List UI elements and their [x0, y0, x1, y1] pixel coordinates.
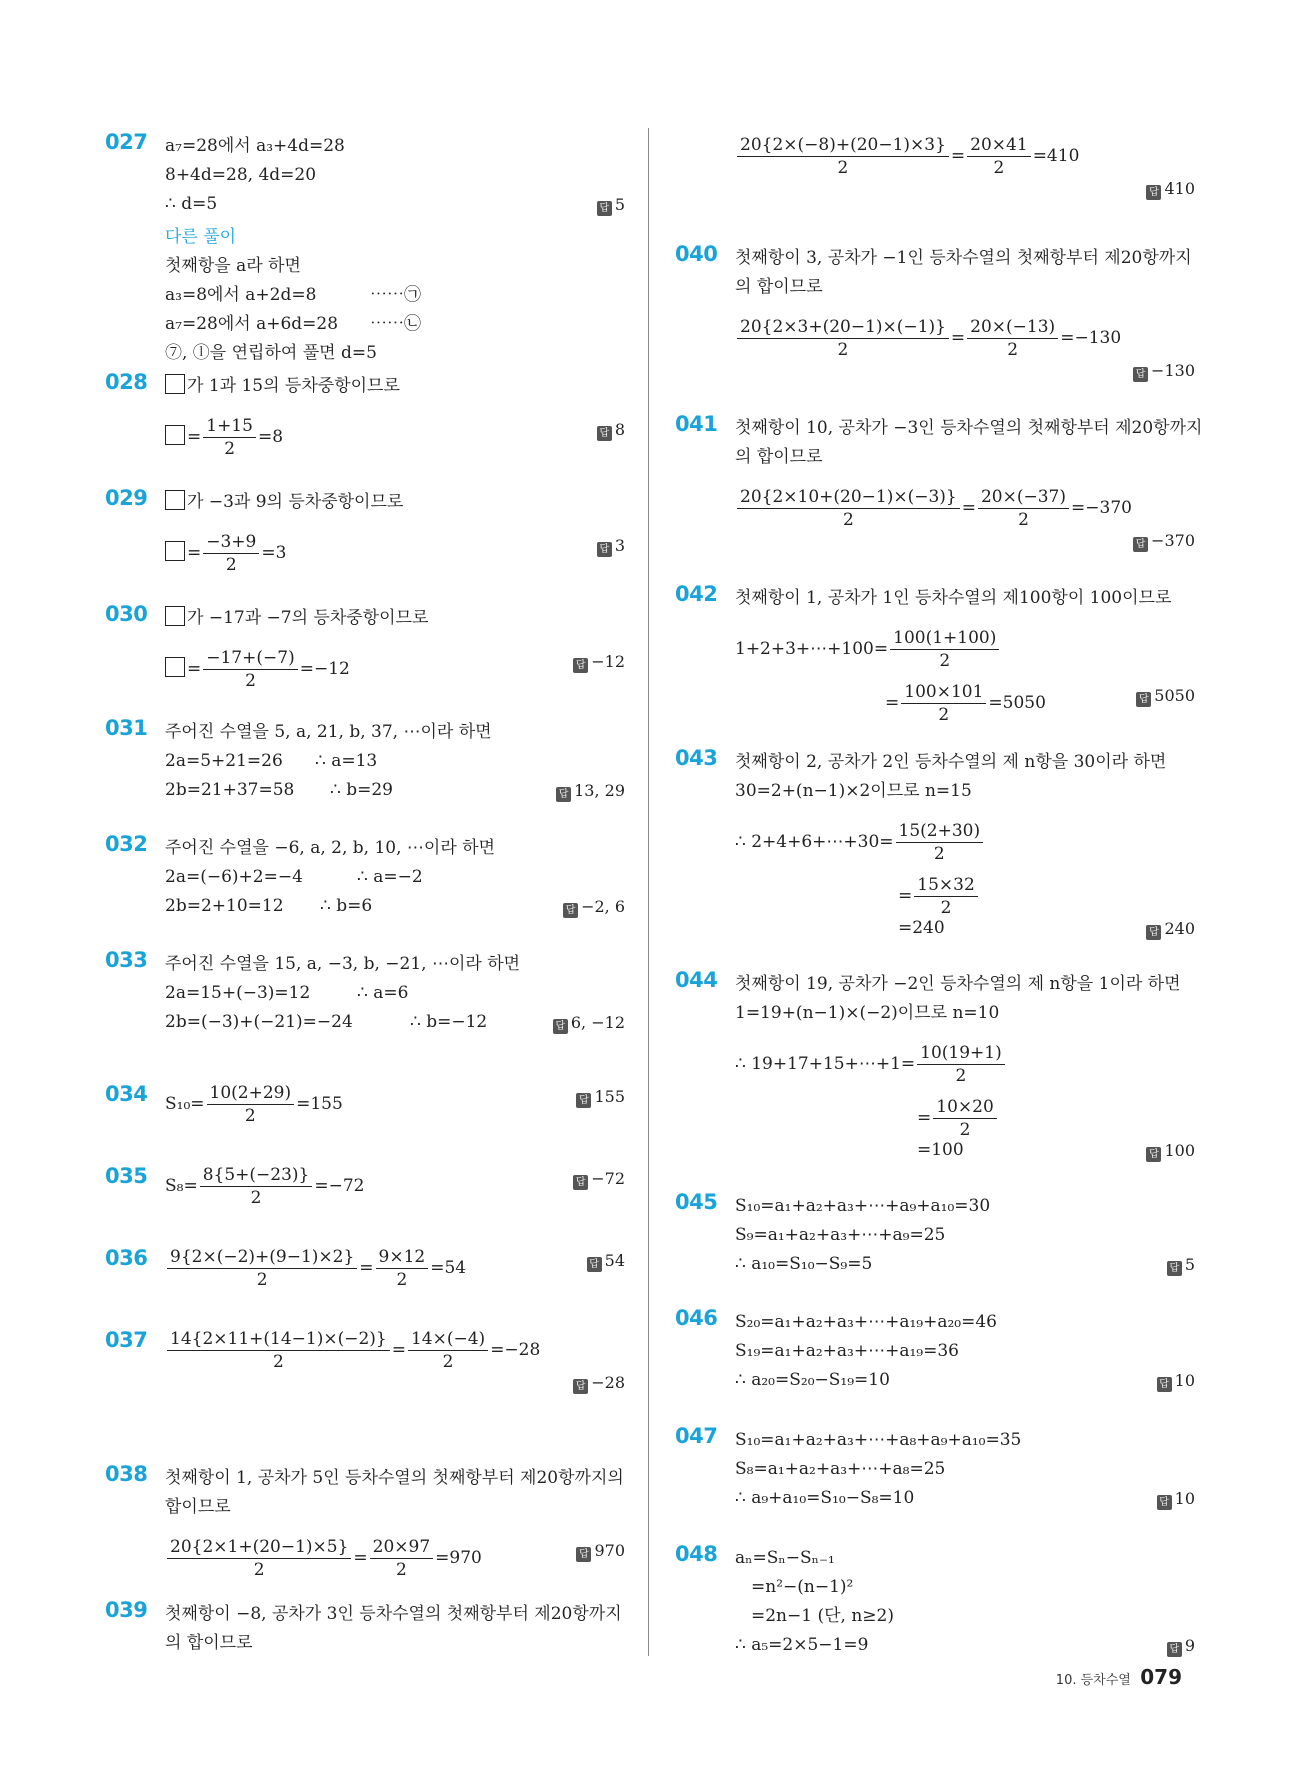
solution-line: ∴ d=5: [165, 194, 218, 214]
problem-number: 029: [105, 486, 148, 510]
equation: $\frac{14\{2\times 11+(14-1)\times(-2)\}}{2}$ = $\frac{14\times(-4)}{2}$ =−28: [165, 1328, 540, 1373]
problem-number: 038: [105, 1462, 148, 1486]
equation: = $\frac{100\times 101}{2}$ =5050: [885, 682, 1046, 725]
answer-badge: 답: [597, 201, 612, 216]
blank-box: [165, 374, 185, 394]
problem-number: 034: [105, 1082, 148, 1106]
answer: 답 −72: [573, 1164, 625, 1193]
chapter-label: 10. 등차수열: [1055, 1673, 1131, 1688]
answer: 답 410: [735, 174, 1195, 203]
answer: 답 6, −12: [553, 1008, 625, 1037]
answer: 답 10: [1157, 1366, 1195, 1395]
equation: $\frac{20\{2\times 3+(20-1)\times(-1)\}}{2}$ = $\frac{20\times(-13)}{2}$ =−130: [735, 316, 1121, 361]
equation: ∴ 2+4+6+⋯+30= $\frac{15(2+30)}{2}$: [735, 820, 985, 865]
equation: = $\frac{-17+(-7)}{2}$ =−12: [165, 647, 350, 692]
problem-number: 045: [675, 1190, 718, 1214]
solution-line: a₇=28에서 a₃+4d=28: [165, 136, 345, 156]
solution-line: 8+4d=28, 4d=20: [165, 165, 317, 185]
solution-line: 합이므로: [165, 1497, 231, 1517]
problem-number: 035: [105, 1164, 148, 1188]
page-number: 079: [1140, 1665, 1182, 1689]
equation: S₈= $\frac{8\{5+(-23)\}}{2}$ =−72: [165, 1165, 365, 1208]
answer: 답 13, 29: [556, 776, 625, 805]
solution-line: 의 합이므로: [165, 1633, 253, 1653]
solution-line: 첫째항을 a라 하면: [165, 256, 301, 276]
equation: $\frac{20\{2\times 10+(20-1)\times(-3)\}}{2}$ = $\frac{20\times(-37)}{2}$ =−370: [735, 486, 1132, 531]
equation: = $\frac{1+15}{2}$ =8: [165, 415, 283, 460]
answer: 답 5050: [1136, 681, 1195, 710]
answer: 답 8: [597, 415, 625, 444]
answer: 답 9: [1167, 1631, 1195, 1660]
equation: $\frac{20\{2\times(-8)+(20-1)\times 3\}}{2}$ = $\frac{20\times 41}{2}$ =410: [735, 134, 1079, 179]
answer: 답 −28: [165, 1368, 625, 1397]
problem-number: 042: [675, 582, 718, 606]
problem-number: 040: [675, 242, 718, 266]
solution-line: 가 −17과 −7의 등차중항이므로: [187, 608, 429, 628]
problem-number: 032: [105, 832, 148, 856]
equation: ∴ 19+17+15+⋯+1= $\frac{10(19+1)}{2}$: [735, 1042, 1007, 1087]
equation: 1+2+3+⋯+100= $\frac{100(1+100)}{2}$: [735, 627, 1001, 672]
answer: 답 −370: [735, 526, 1195, 555]
blank-box: [165, 606, 185, 626]
fraction: $\frac{-3+9}{2}$: [203, 531, 259, 576]
answer: 답 54: [587, 1246, 625, 1275]
answer: 답 3: [597, 531, 625, 560]
answer: 답 10: [1157, 1484, 1195, 1513]
problem-number: 047: [675, 1424, 718, 1448]
column-divider: [648, 128, 649, 1656]
answer: 답 240: [1146, 914, 1195, 943]
solution-line: 첫째항이 1, 공차가 5인 등차수열의 첫째항부터 제20항까지의: [165, 1468, 624, 1488]
problem-number: 044: [675, 968, 718, 992]
solution-line: 첫째항이 −8, 공차가 3인 등차수열의 첫째항부터 제20항까지: [165, 1604, 622, 1624]
problem-number: 046: [675, 1306, 718, 1330]
problem-number: 036: [105, 1246, 148, 1270]
equation: $\frac{20\{2\times 1+(20-1)\times 5\}}{2}$ = $\frac{20\times 97}{2}$ =970: [165, 1536, 482, 1581]
equation: = $\frac{15\times 32}{2}$: [898, 874, 980, 919]
problem-number: 027: [105, 130, 148, 154]
answer: 답 155: [576, 1082, 625, 1111]
page: 027 a₇=28에서 a₃+4d=28 8+4d=28, 4d=20 ∴ d=5 답 5 다른 풀이 첫째항을 a라 하면 a₃=8에서 a+2d=8 ⋯⋯㉠ a₇=28에서 a+6d=28 ⋯⋯㉡ ⑦, ⓛ을 연립하여 풀면 d=5 028 가 1과 15의 등차중항이므로 = $\frac{1+15}{2}$ =8 답 8 029 가 −3과 9의 등차중항이므로 = $\frac{-3+9}{2}$ =3 답 3 030 가 −17과 −7의 등차중항이므로 = $\frac{-17+(-7)}{2}$ =−12 답 −12 031 주어진 수열을 5, a, 21, b, 37, ⋯이라 하면 2a=5+21=26 ∴ a=13 2b=21+37=58 ∴ b=29 답 13, 29 032 주어진 수열을 −6, a, 2, b, 10, ⋯이라 하면 2a=(−6)+2=−4 ∴ a=−2 2b=2+10=12 ∴ b=6 답 −2, 6 033 주어진 수열을 15, a, −3, b, −21, ⋯이라 하면 2a=15+(−3)=12 ∴ a=6 2b=(−3)+(−21)=−24 ∴ b=−12 답 6, −12 034 S₁₀= $\frac{10(2+29)}{2}$ =155 답 155 035 S₈= $\frac{8\{5+(-23)\}}{2}$ =−72 답 −72 036 $\frac{9\{2\times(-2)+(9-1)\times 2\}}{2}$ = $\frac{9\times 12}{2}$ =54 답 54 037 $\frac{14\{2\times 11+(14-1)\times(-2)\}}{2}$ = $\frac{14\times(-4)}{2}$ =−28 답 −28 038 첫째항이 1, 공차가 5인 등차수열의 첫째항부터 제20항까지의 합이므로 $\frac{20\{2\times 1+(20-1)\times 5\}}{2}$ = $\frac{20\times 97}{2}$ =970 답 970 039 첫째항이 −8, 공차가 3인 등차수열의 첫째항부터 제20항까지 의 합이므로 $\frac{20\{2\times(-8)+(20-1)\times 3\}}{2}$ = $\frac{20\times 41}{2}$ =410 답 410 040 첫째항이 3, 공차가 −1인 등차수열의 첫째항부터 제20항까지 의 합이므로 $\frac{20\{2\times 3+(20-1)\times(-1)\}}{2}$ = $\frac{20\times(-13)}{2}$ =−130 답 −130 041 첫째항이 10, 공차가 −3인 등차수열의 첫째항부터 제20항까지 의 합이므로 $\frac{20\{2\times 10+(20-1)\times(-3)\}}{2}$ = $\frac{20\times(-37)}{2}$ =−370 답 −370 042 첫째항이 1, 공차가 1인 등차수열의 제100항이 100이므로 1+2+3+⋯+100= $\frac{100(1+100)}{2}$ = $\frac{100\times 101}{2}$ =5050 답 5050 043 첫째항이 2, 공차가 2인 등차수열의 제 n항을 30이라 하면 30=2+(n−1)×2이므로 n=15 ∴ 2+4+6+⋯+30= $\frac{15(2+30)}{2}$ = $\frac{15\times 32}{2}$ =240 답 240 044 첫째항이 19, 공차가 −2인 등차수열의 제 n항을 1이라 하면 1=19+(n−1)×(−2)이므로 n=10 ∴ 19+17+15+⋯+1= $\frac{10(19+1)}{2}$ = $\frac{10\times 20}{2}$ =100 답 100 045 S₁₀=a₁+a₂+a₃+⋯+a₉+a₁₀=30 S₉=a₁+a₂+a₃+⋯+a₉=25 ∴ a₁₀=S₁₀−S₉=5 답 5 046 S₂₀=a₁+a₂+a₃+⋯+a₁₉+a₂₀=46 S₁₉=a₁+a₂+a₃+⋯+a₁₉=36 ∴ a₂₀=S₂₀−S₁₉=10 답 10 047 S₁₀=a₁+a₂+a₃+⋯+a₈+a₉+a₁₀=35 S₈=a₁+a₂+a₃+⋯+a₈=25 ∴ a₉+a₁₀=S₁₀−S₈=10 답 10 048 aₙ=Sₙ−Sₙ₋₁ =n²−(n−1)² =2n−1 (단, n≥2) ∴ a₅=2×5−1=9 답 9 10. 등차수열 079: [0, 0, 1300, 1772]
solution-line: 주어진 수열을 15, a, −3, b, −21, ⋯이라 하면: [165, 954, 521, 974]
problem-number: 037: [105, 1328, 148, 1352]
problem-number: 028: [105, 370, 148, 394]
answer: 답 5: [1167, 1250, 1195, 1279]
solution-line: 가 −3과 9의 등차중항이므로: [187, 492, 404, 512]
equation: $\frac{9\{2\times(-2)+(9-1)\times 2\}}{2}$ = $\frac{9\times 12}{2}$ =54: [165, 1246, 466, 1291]
problem-number: 039: [105, 1598, 148, 1622]
solution-line: a₃=8에서 a+2d=8: [165, 285, 317, 305]
fraction: $\frac{-17+(-7)}{2}$: [203, 647, 297, 692]
answer: 답 970: [576, 1536, 625, 1565]
equation-mark: ⋯⋯㉡: [370, 314, 421, 334]
solution-line: a₇=28에서 a+6d=28: [165, 314, 339, 334]
page-footer: [1056, 1665, 1182, 1689]
answer: 답 100: [1146, 1136, 1195, 1165]
solution-line: 주어진 수열을 −6, a, 2, b, 10, ⋯이라 하면: [165, 838, 495, 858]
problem-number: 043: [675, 746, 718, 770]
answer: 답 −12: [573, 647, 625, 676]
problem-number: 031: [105, 716, 148, 740]
alt-solution-label: 다른 풀이: [165, 227, 237, 247]
blank-box: [165, 490, 185, 510]
problem-number: 033: [105, 948, 148, 972]
answer: 답 5: [597, 190, 625, 219]
problem-number: 030: [105, 602, 148, 626]
equation: = $\frac{10\times 20}{2}$: [917, 1096, 999, 1141]
problem-number: 041: [675, 412, 718, 436]
answer: 답 −2, 6: [563, 892, 625, 921]
fraction: $\frac{1+15}{2}$: [203, 415, 256, 460]
solution-line: 주어진 수열을 5, a, 21, b, 37, ⋯이라 하면: [165, 722, 492, 742]
equation: S₁₀= $\frac{10(2+29)}{2}$ =155: [165, 1083, 343, 1126]
solution-line: 가 1과 15의 등차중항이므로: [187, 376, 400, 396]
answer: 답 −130: [735, 356, 1195, 385]
equation: = $\frac{-3+9}{2}$ =3: [165, 531, 286, 576]
problem-number: 048: [675, 1542, 718, 1566]
solution-line: ⑦, ⓛ을 연립하여 풀면 d=5: [165, 343, 377, 363]
equation-mark: ⋯⋯㉠: [370, 285, 421, 305]
